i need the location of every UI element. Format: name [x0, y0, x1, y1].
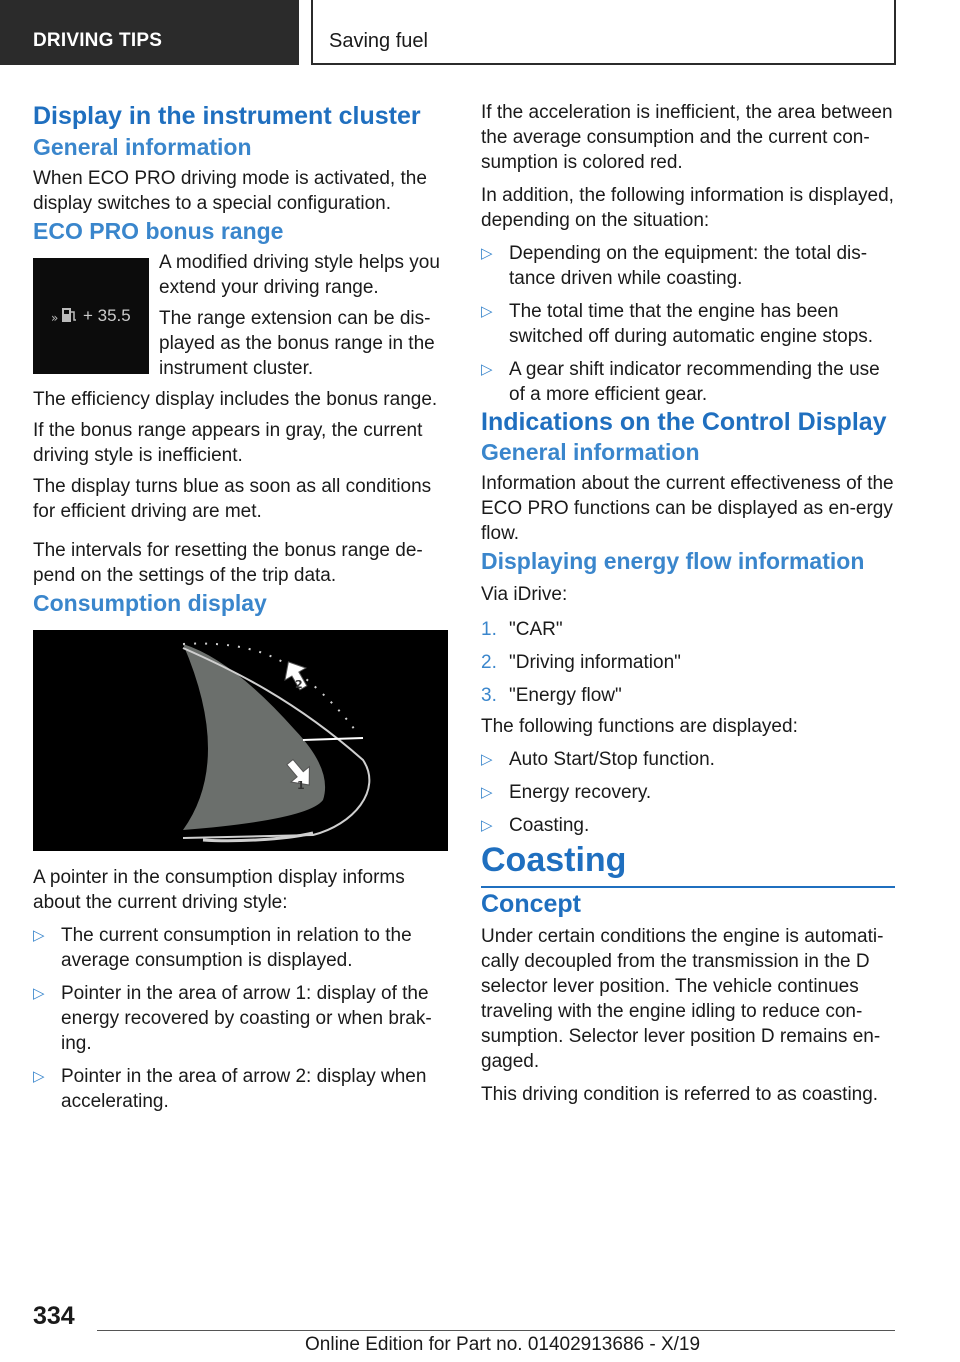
triangle-right-icon: ▷	[481, 303, 493, 320]
para-efficiency-2: If the bonus range appears in gray, the current driving style is inefficient.	[33, 420, 423, 466]
arrow-2-label: 2	[295, 678, 303, 691]
right-column	[481, 100, 895, 1107]
para-general: When ECO PRO driving mode is activated, the display switches to a special configuration.	[33, 168, 427, 214]
consumption-display-image	[33, 630, 448, 851]
header-topic: Saving fuel	[311, 0, 896, 65]
para-efficiency-3: The display turns blue as soon as all conditions for efficient driving are met.	[33, 476, 432, 522]
bonus-range-value: + 35.5	[83, 306, 131, 325]
para-following: The following functions are displayed:	[481, 716, 798, 737]
list-item: ▷ The current consumption in relation to the average consumption is displayed.	[33, 925, 412, 971]
left-column	[33, 100, 446, 1114]
triangle-right-icon: ▷	[481, 245, 493, 262]
para-pointer: A pointer in the consumption display informs about the current driving style:	[33, 867, 405, 913]
triangle-right-icon: ▷	[481, 784, 493, 801]
list-item: ▷ Auto Start/Stop function.	[481, 749, 715, 770]
consumption-gauge-icon	[33, 630, 448, 851]
heading-bonus-range: ECO PRO bonus range	[33, 218, 284, 244]
para-concept: Under certain conditions the engine is automati-cally decoupled from the transmission in the D selector lever position. The vehicle continues traveling with the engine idling to reduce con-sumption. Selector lever position D remains en-gaged.	[481, 926, 884, 1072]
para-general-2: Information about the current effectiveness of the ECO PRO functions can be displayed as en-ergy flow.	[481, 473, 894, 544]
situation-bullet-list	[481, 241, 895, 407]
para-addition: In addition, the following information is displayed, depending on the situation:	[481, 185, 894, 231]
para-referred: This driving condition is referred to as coasting.	[481, 1084, 879, 1105]
idrive-steps	[481, 617, 895, 708]
para-bonus-1: A modified driving style helps you extend your driving range.	[159, 252, 440, 298]
triangle-right-icon: ▷	[481, 361, 493, 378]
para-efficiency-1: The efficiency display includes the bonus range.	[33, 389, 438, 410]
heading-indications: Indications on the Control Display	[481, 408, 887, 436]
header-section: DRIVING TIPS	[0, 0, 299, 65]
para-bonus-2: The range extension can be dis-played as the bonus range in the instrument cluster.	[159, 308, 435, 379]
triangle-right-icon: ▷	[481, 751, 493, 768]
page-number: 334	[33, 1302, 75, 1330]
heading-display-cluster: Display in the instrument cluster	[33, 102, 421, 130]
pointer-bullet-list	[33, 923, 446, 1114]
svg-text:»: »	[51, 311, 59, 325]
heading-concept: Concept	[481, 890, 581, 918]
step-item: 2. "Driving information"	[481, 652, 681, 673]
heading-general-info-2: General information	[481, 439, 700, 465]
list-item: ▷ Depending on the equipment: the total dis-tance driven while coasting.	[481, 243, 868, 289]
triangle-right-icon: ▷	[33, 1068, 45, 1085]
list-item: ▷ The total time that the engine has been switched off during automatic engine stops.	[481, 301, 874, 347]
list-item: ▷ Pointer in the area of arrow 1: display of the energy recovered by coasting or when brak-ing.	[33, 983, 432, 1054]
triangle-right-icon: ▷	[33, 985, 45, 1002]
heading-energy-flow: Displaying energy flow information	[481, 548, 865, 574]
footer-edition: Online Edition for Part no. 01402913686 - X/19	[305, 1334, 701, 1355]
list-item: ▷ Energy recovery.	[481, 782, 652, 803]
step-item: 3. "Energy flow"	[481, 685, 622, 706]
list-item: ▷ Pointer in the area of arrow 2: display when accelerating.	[33, 1066, 427, 1112]
arrow-1-label: 1	[297, 779, 305, 792]
bonus-text	[159, 250, 446, 381]
chapter-title-coasting: Coasting	[481, 841, 627, 879]
heading-general-info: General information	[33, 134, 252, 160]
bonus-section	[33, 250, 446, 381]
para-via-idrive: Via iDrive:	[481, 584, 568, 605]
para-efficiency-4: The intervals for resetting the bonus range de-pend on the settings of the trip data.	[33, 540, 423, 586]
para-red-area: If the acceleration is inefficient, the area between the average consumption and the current con-sumption is colored red.	[481, 102, 893, 173]
triangle-right-icon: ▷	[33, 927, 45, 944]
step-item: 1. "CAR"	[481, 619, 563, 640]
list-item: ▷ A gear shift indicator recommending the use of a more efficient gear.	[481, 359, 880, 405]
triangle-right-icon: ▷	[481, 817, 493, 834]
bonus-range-image	[33, 258, 149, 374]
footer-divider	[97, 1330, 895, 1331]
heading-consumption: Consumption display	[33, 590, 267, 616]
functions-bullet-list	[481, 747, 895, 838]
list-item: ▷ Coasting.	[481, 815, 590, 836]
